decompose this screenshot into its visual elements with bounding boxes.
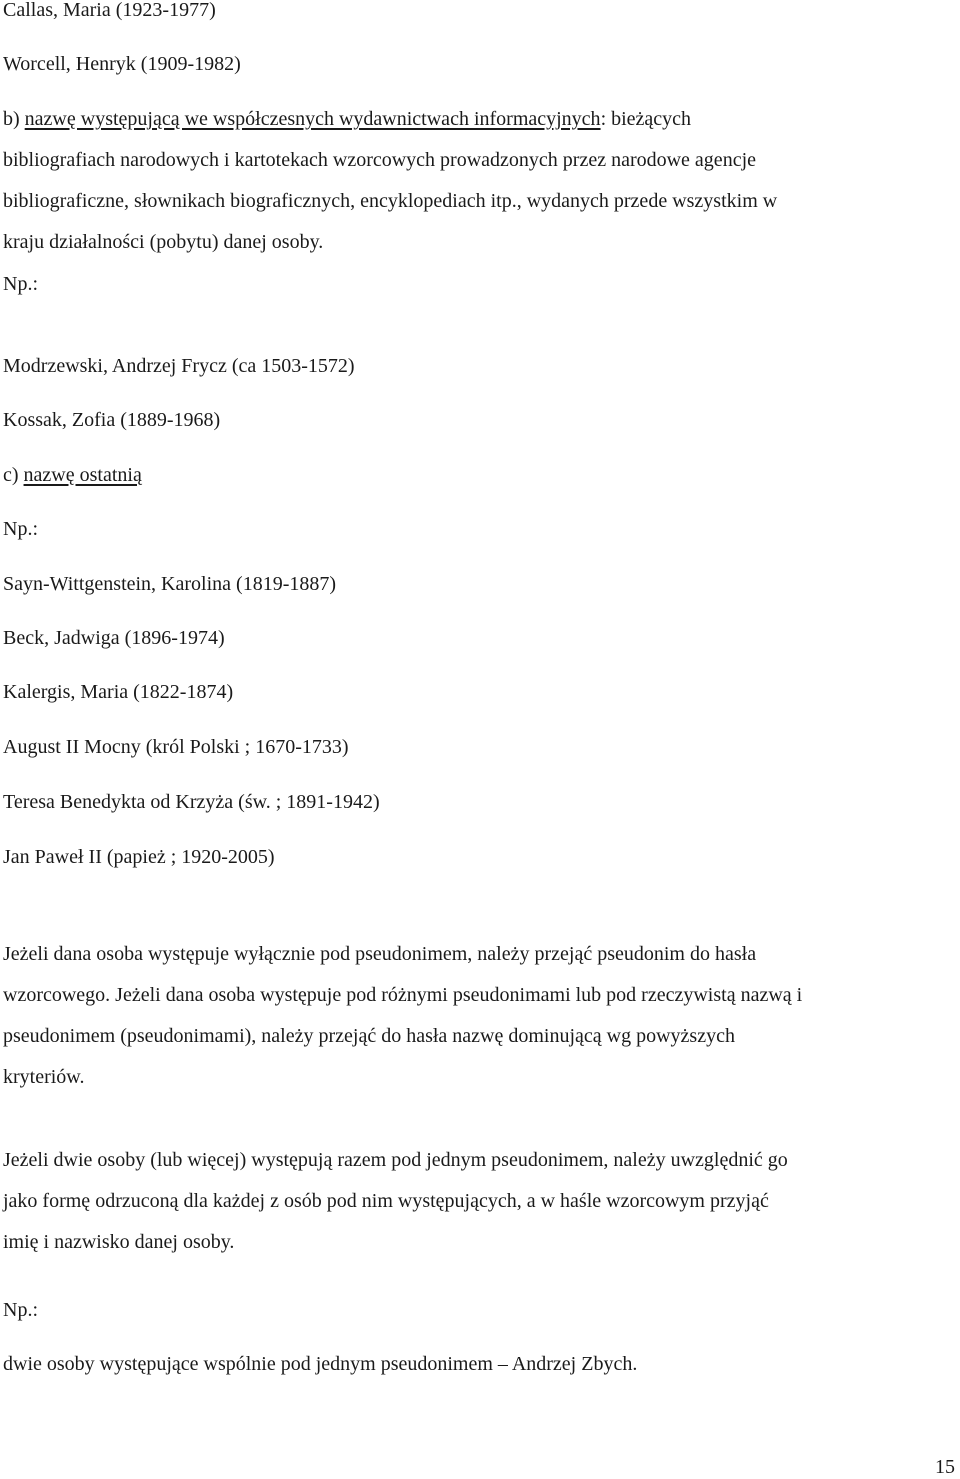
body-text-line: Jeżeli dana osoba występuje wyłącznie pod pseudonimem, należy przejąć pseudonim do hasła <box>3 943 757 965</box>
example-name: Callas, Maria (1923-1977) <box>3 0 216 21</box>
example-text: dwie osoby występujące wspólnie pod jednym pseudonimem – Andrzej Zbych. <box>3 1353 638 1375</box>
section-c-heading: nazwę ostatnią <box>23 464 142 486</box>
body-text-line: jako formę odrzuconą dla każdej z osób pod nim występujących, a w haśle wzorcowym przyjąć <box>3 1190 769 1212</box>
np-label: Np.: <box>3 1299 38 1321</box>
section-c-prefix: c) <box>3 464 24 486</box>
body-text-line: kraju działalności (pobytu) danej osoby. <box>3 231 324 253</box>
section-b-prefix: b) <box>3 108 25 130</box>
body-text-line: kryteriów. <box>3 1066 85 1088</box>
example-name: Teresa Benedykta od Krzyża (św. ; 1891-1942) <box>3 791 380 813</box>
page-number: 15 <box>935 1456 955 1478</box>
section-b-heading-line <box>3 107 691 131</box>
example-name: Kalergis, Maria (1822-1874) <box>3 681 234 703</box>
section-b-line-rest: : bieżących <box>600 108 692 130</box>
body-text-line: bibliografiach narodowych i kartotekach wzorcowych prowadzonych przez narodowe agencje <box>3 149 756 171</box>
example-name: August II Mocny (król Polski ; 1670-1733) <box>3 736 349 758</box>
example-name: Kossak, Zofia (1889-1968) <box>3 409 221 431</box>
example-name: Sayn-Wittgenstein, Karolina (1819-1887) <box>3 573 337 595</box>
example-name: Beck, Jadwiga (1896-1974) <box>3 627 225 649</box>
np-label: Np.: <box>3 518 38 540</box>
body-text-line: pseudonimem (pseudonimami), należy przejąć do hasła nazwę dominującą wg powyższych <box>3 1025 735 1047</box>
body-text-line: imię i nazwisko danej osoby. <box>3 1231 235 1253</box>
example-name: Worcell, Henryk (1909-1982) <box>3 53 241 75</box>
example-name: Modrzewski, Andrzej Frycz (ca 1503-1572) <box>3 355 355 377</box>
example-name: Jan Paweł II (papież ; 1920-2005) <box>3 846 275 868</box>
np-label: Np.: <box>3 273 38 295</box>
body-text-line: bibliograficzne, słownikach biograficznych, encyklopediach itp., wydanych przede wszystkim w <box>3 190 778 212</box>
body-text-line: wzorcowego. Jeżeli dana osoba występuje pod różnymi pseudonimami lub pod rzeczywistą nazwą i <box>3 984 803 1006</box>
section-c-heading-line <box>3 463 142 487</box>
section-b-heading: nazwę występującą we współczesnych wydawnictwach informacyjnych <box>24 108 601 130</box>
body-text-line: Jeżeli dwie osoby (lub więcej) występują razem pod jednym pseudonimem, należy uwzględnić go <box>3 1149 788 1171</box>
